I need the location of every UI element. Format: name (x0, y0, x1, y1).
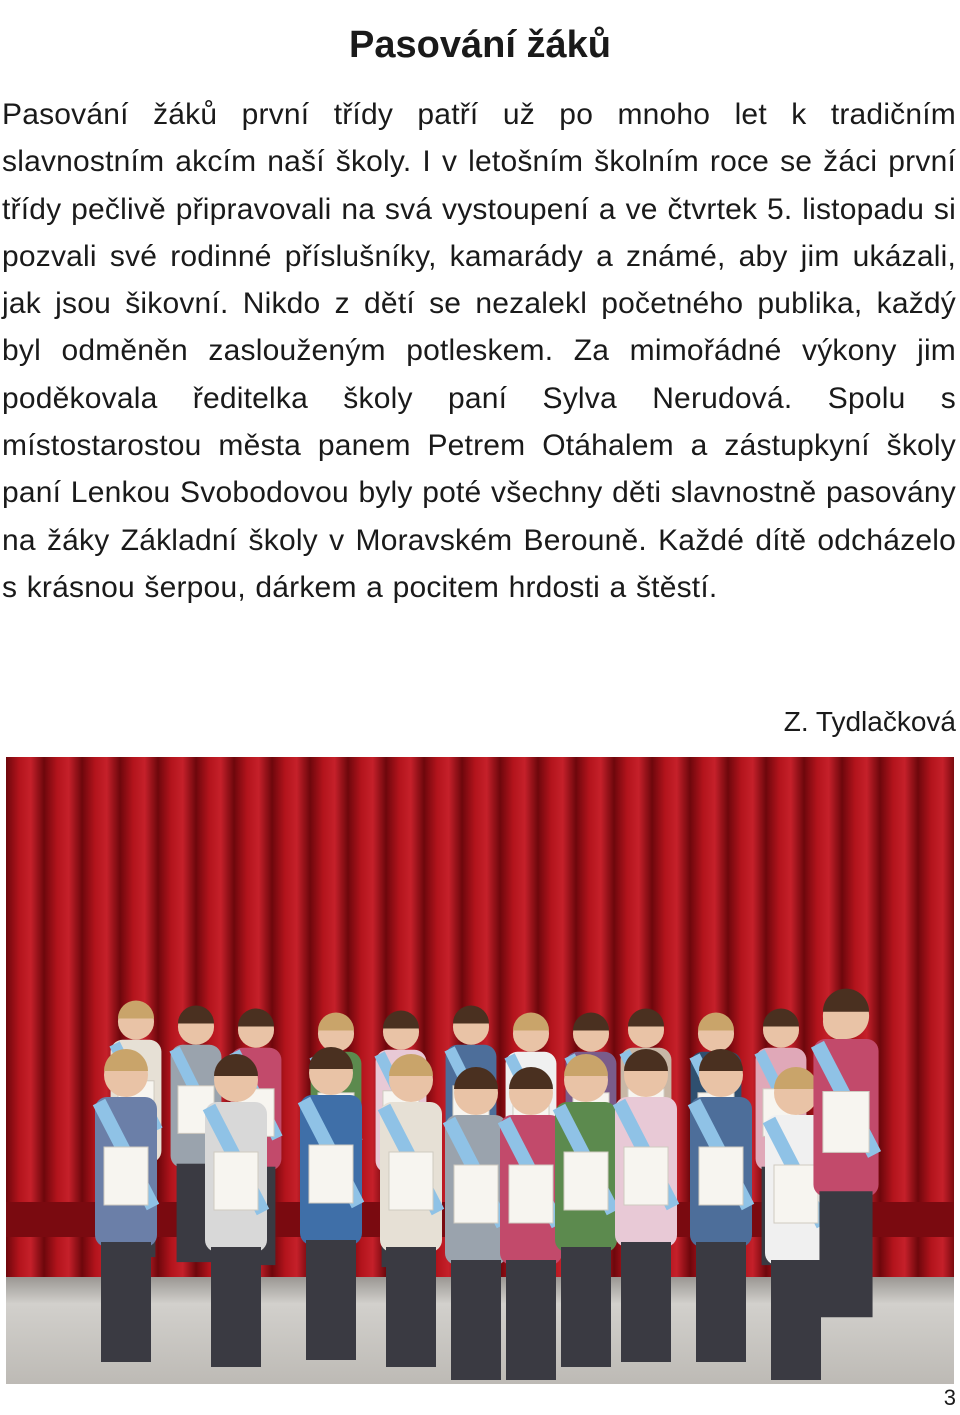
article-body: Pasování žáků první třídy patří už po mnoho let k tradičním slavnostním akcím naší školy. I v letošním školním roce se žáci první třídy pečlivě připravovali na svá vystoupení a ve čtvrtek 5. listopadu si pozvali své rodinné příslušníky, kamarády a známé, aby jim ukázali, jak jsou šikovní. Nikdo z dětí se nezalekl početného publika, každý byl odměněn zaslouženým potleskem. Za mimořádné výkony jim poděkovala ředitelka školy paní Sylva Nerudová. Spolu s místostarostou města panem Petrem Otáhalem a zástupkyní školy paní Lenkou Svobodovou byly poté všechny děti slavnostně pasovány na žáky Základní školy v Moravském Berouně. Každé dítě odcházelo s krásnou šerpou, dárkem a pocitem hrdosti a štěstí. (2, 98, 956, 604)
class-photo (6, 757, 954, 1384)
article-title: Pasování žáků (349, 24, 611, 67)
class-photo-illustration (6, 757, 954, 1384)
article-author: Z. Tydlačková (783, 706, 956, 737)
page-number: 3 (943, 1385, 956, 1410)
